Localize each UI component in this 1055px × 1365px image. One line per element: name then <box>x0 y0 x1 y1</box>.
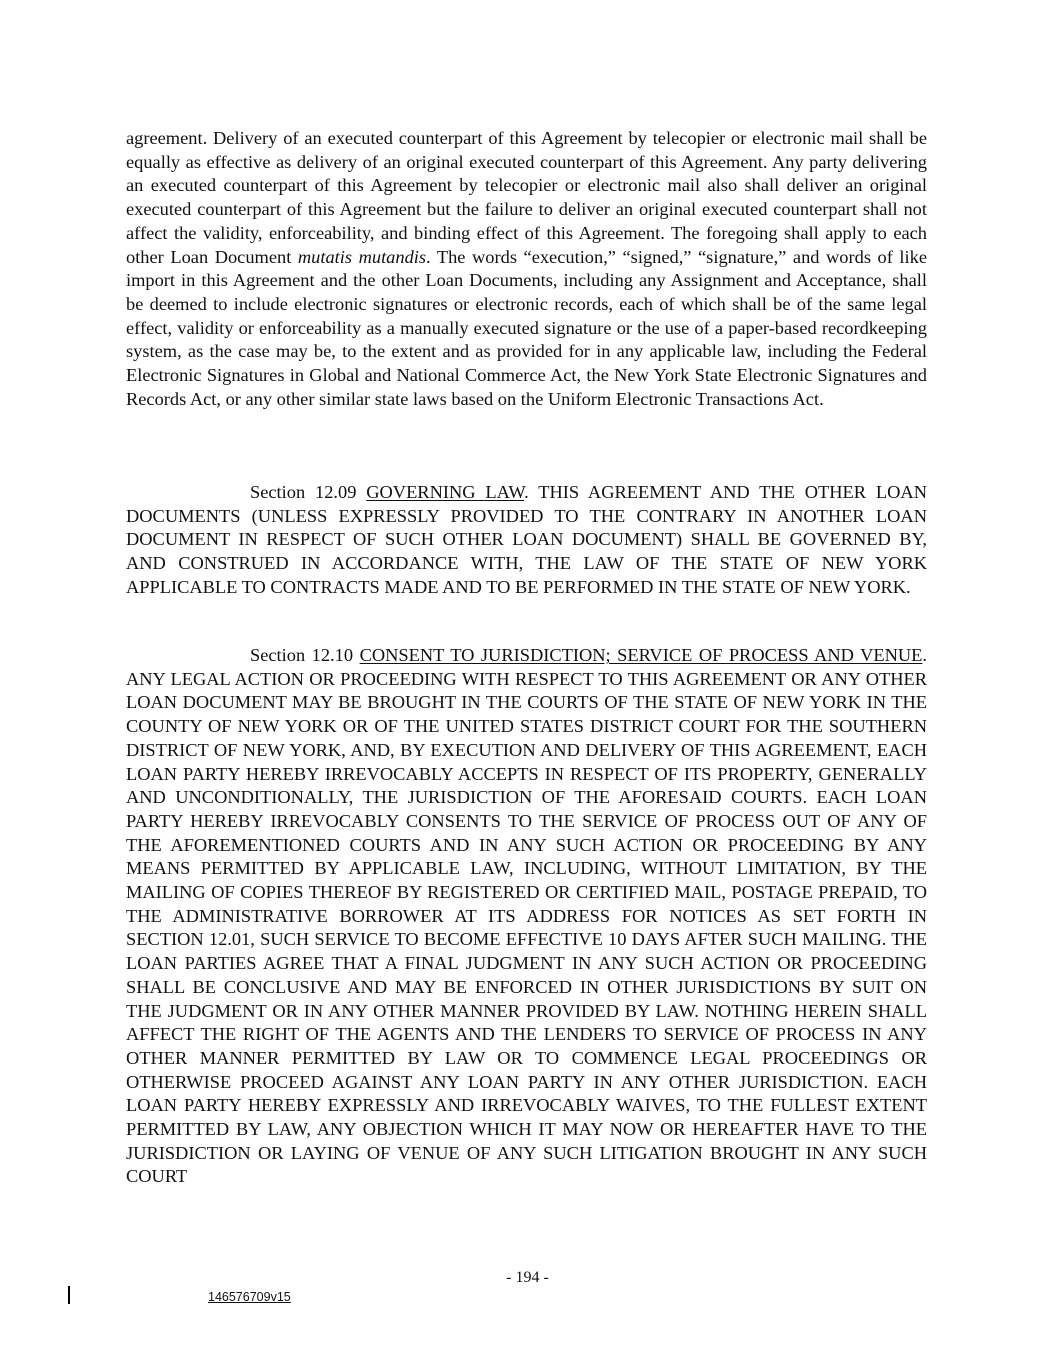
section-text: . THIS AGREEMENT AND THE OTHER LOAN DOCUMENTS (UNLESS EXPRESSLY PROVIDED TO THE CONTRARY IN ANOTHER LOAN DOCUMENT IN RESPECT OF SUCH OTHER LOAN DOCUMENT) SHALL BE GOVERNED BY, AND CONSTRUED IN ACCORDANCE WITH, THE LAW OF THE STATE OF NEW YORK APPLICABLE TO CONTRACTS MADE AND TO BE PERFORMED IN THE STATE OF NEW YORK. <box>126 482 927 597</box>
section-12-09 <box>126 481 927 600</box>
section-12-10 <box>126 644 927 1189</box>
section-heading: CONSENT TO JURISDICTION; SERVICE OF PROCESS AND VENUE <box>359 645 923 665</box>
revision-bar <box>68 1286 70 1304</box>
section-heading: GOVERNING LAW <box>366 482 525 502</box>
section-text: . ANY LEGAL ACTION OR PROCEEDING WITH RESPECT TO THIS AGREEMENT OR ANY OTHER LOAN DOCUMENT MAY BE BROUGHT IN THE COURTS OF THE STATE OF NEW YORK IN THE COUNTY OF NEW YORK OR OF THE UNITED STATES DISTRICT COURT FOR THE SOUTHERN DISTRICT OF NEW YORK, AND, BY EXECUTION AND DELIVERY OF THIS AGREEMENT, EACH LOAN PARTY HEREBY IRREVOCABLY ACCEPTS IN RESPECT OF ITS PROPERTY, GENERALLY AND UNCONDITIONALLY, THE JURISDICTION OF THE AFORESAID COURTS. EACH LOAN PARTY HEREBY IRREVOCABLY CONSENTS TO THE SERVICE OF PROCESS OUT OF ANY OF THE AFOREMENTIONED COURTS AND IN ANY SUCH ACTION OR PROCEEDING BY ANY MEANS PERMITTED BY APPLICABLE LAW, INCLUDING, WITHOUT LIMITATION, BY THE MAILING OF COPIES THEREOF BY REGISTERED OR CERTIFIED MAIL, POSTAGE PREPAID, TO THE ADMINISTRATIVE BORROWER AT ITS ADDRESS FOR NOTICES AS SET FORTH IN SECTION 12.01, SUCH SERVICE TO BECOME EFFECTIVE 10 DAYS AFTER SUCH MAILING. THE LOAN PARTIES AGREE THAT A FINAL JUDGMENT IN ANY SUCH ACTION OR PROCEEDING SHALL BE CONCLUSIVE AND MAY BE ENFORCED IN OTHER JURISDICTIONS BY SUIT ON THE JUDGMENT OR IN ANY OTHER MANNER PROVIDED BY LAW. NOTHING HEREIN SHALL AFFECT THE RIGHT OF THE AGENTS AND THE LENDERS TO SERVICE OF PROCESS IN ANY OTHER MANNER PERMITTED BY LAW OR TO COMMENCE LEGAL PROCEEDINGS OR OTHERWISE PROCEED AGAINST ANY LOAN PARTY IN ANY OTHER JURISDICTION. EACH LOAN PARTY HEREBY EXPRESSLY AND IRREVOCABLY WAIVES, TO THE FULLEST EXTENT PERMITTED BY LAW, ANY OBJECTION WHICH IT MAY NOW OR HEREAFTER HAVE TO THE JURISDICTION OR LAYING OF VENUE OF ANY SUCH LITIGATION BROUGHT IN ANY SUCH COURT <box>126 645 927 1187</box>
section-label: Section 12.10 <box>250 645 360 665</box>
paragraph-text: agreement. Delivery of an executed counterpart of this Agreement by telecopier or electronic mail shall be equally as effective as delivery of an original executed counterpart of this Agreement. Any party delivering an executed counterpart of this Agreement by telecopier or electronic mail also shall deliver an original executed counterpart of this Agreement but the failure to deliver an original executed counterpart shall not affect the validity, enforceability, and binding effect of this Agreement. The foregoing shall apply to each other Loan Document <box>126 128 927 267</box>
latin-phrase: mutatis mutandis <box>297 246 427 267</box>
paragraph-counterparts <box>126 127 927 411</box>
page-number: - 194 - <box>506 1269 549 1286</box>
section-label: Section 12.09 <box>250 482 367 502</box>
document-id: 146576709v15 <box>208 1290 291 1304</box>
paragraph-text: . The words “execution,” “signed,” “signature,” and words of like import in this Agreement and the other Loan Documents, including any Assignment and Acceptance, shall be deemed to include electronic signatures or electronic records, each of which shall be of the same legal effect, validity or enforceability as a manually executed signature or the use of a paper-based recordkeeping system, as the case may be, to the extent and as provided for in any applicable law, including the Federal Electronic Signatures in Global and National Commerce Act, the New York State Electronic Signatures and Records Act, or any other similar state laws based on the Uniform Electronic Transactions Act. <box>126 246 927 409</box>
